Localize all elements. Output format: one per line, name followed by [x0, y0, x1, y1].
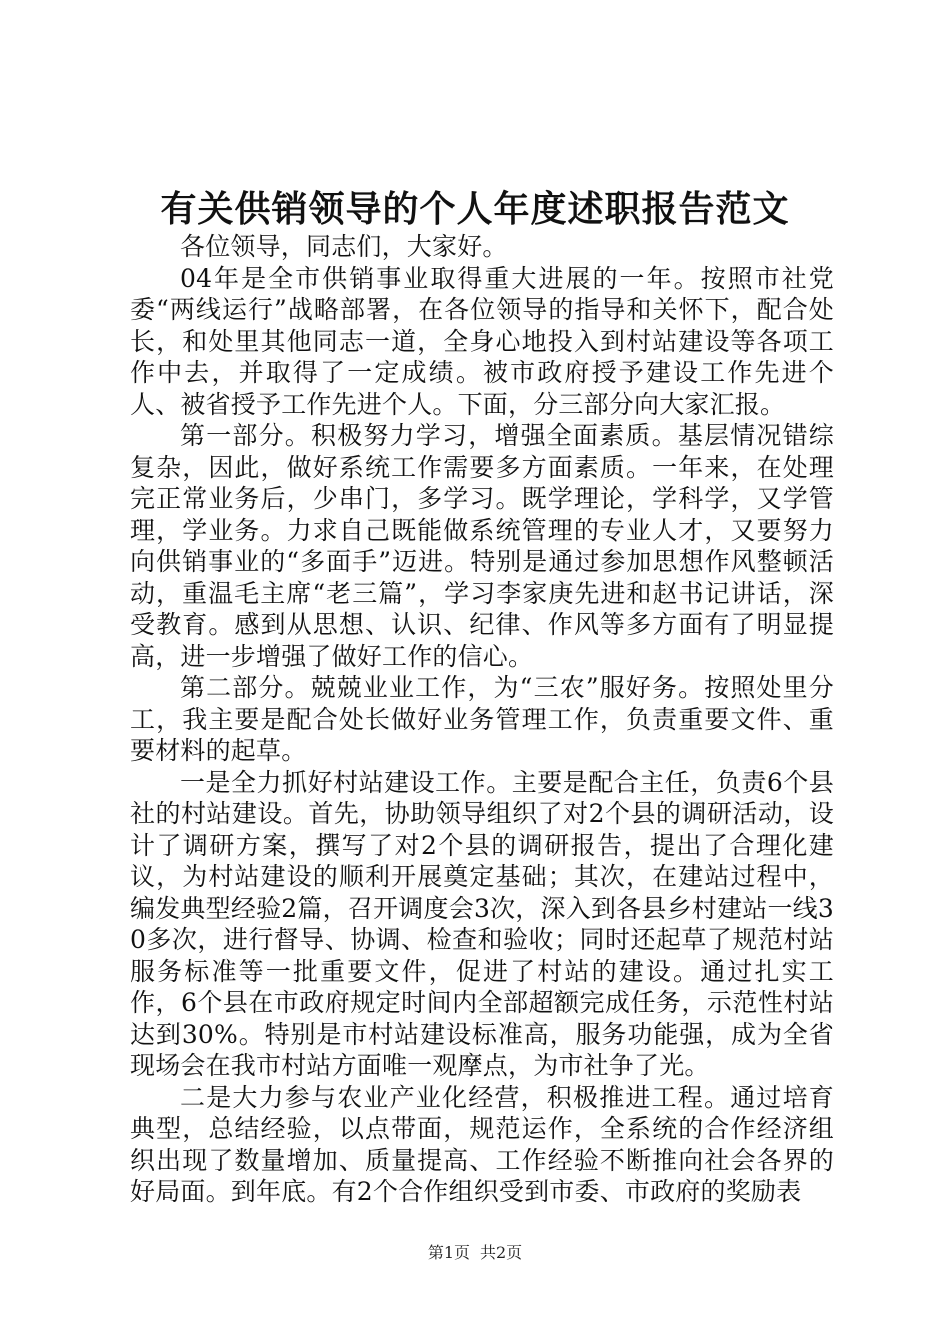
paragraph-industrialization: 二是大力参与农业产业化经营，积极推进工程。通过培育典型，总结经验，以点带面，规范运作，全系统的合作经济组织出现了数量增加、质量提高、工作经验不断推向社会各界的好局面。到年底。有2个合作组织受到市委、市政府的奖励表	[130, 1082, 834, 1206]
paragraph-village-station: 一是全力抓好村站建设工作。主要是配合主任，负责6个县社的村站建设。首先，协助领导组织了对2个县的调研活动，设计了调研方案，撰写了对2个县的调研报告，提出了合理化建议，为村站建设的顺利开展奠定基础；其次，在建站过程中，编发典型经验2篇，召开调度会3次，深入到各县乡村建站一线30多次，进行督导、协调、检查和验收；同时还起草了规范村站服务标准等一批重要文件，促进了村站的建设。通过扎实工作，6个县在市政府规定时间内全部超额完成任务，示范性村站达到30%。特别是市村站建设标准高，服务功能强，成为全省现场会在我市村站方面唯一观摩点，为市社争了光。	[130, 767, 834, 1080]
page-total: 共2页	[480, 1243, 523, 1262]
document-body	[130, 231, 834, 1208]
paragraph-intro: 04年是全市供销事业取得重大进展的一年。按照市社党委“两线运行”战略部署，在各位领导的指导和关怀下，配合处长，和处里其他同志一道，全身心地投入到村站建设等各项工作中去，并取得了一定成绩。被市政府授予建设工作先进个人、被省授予工作先进个人。下面，分三部分向大家汇报。	[130, 263, 834, 419]
page-footer	[0, 1242, 950, 1264]
paragraph-greeting: 各位领导，同志们，大家好。	[180, 232, 508, 261]
paragraph-part-one: 第一部分。积极努力学习，增强全面素质。基层情况错综复杂，因此，做好系统工作需要多方面素质。一年来，在处理完正常业务后，少串门，多学习。既学理论，学科学，又学管理，学业务。力求自己既能做系统管理的专业人才，又要努力向供销事业的“多面手”迈进。特别是通过参加思想作风整顿活动，重温毛主席“老三篇”，学习李家庚先进和赵书记讲话，深受教育。感到从思想、认识、纪律、作风等多方面有了明显提高，进一步增强了做好工作的信心。	[130, 421, 834, 671]
paragraph-part-two: 第二部分。兢兢业业工作，为“三农”服好务。按照处里分工，我主要是配合处长做好业务管理工作，负责重要文件、重要材料的起草。	[130, 673, 834, 765]
document-title: 有关供销领导的个人年度述职报告范文	[160, 188, 790, 230]
page-number: 第1页	[427, 1243, 470, 1262]
